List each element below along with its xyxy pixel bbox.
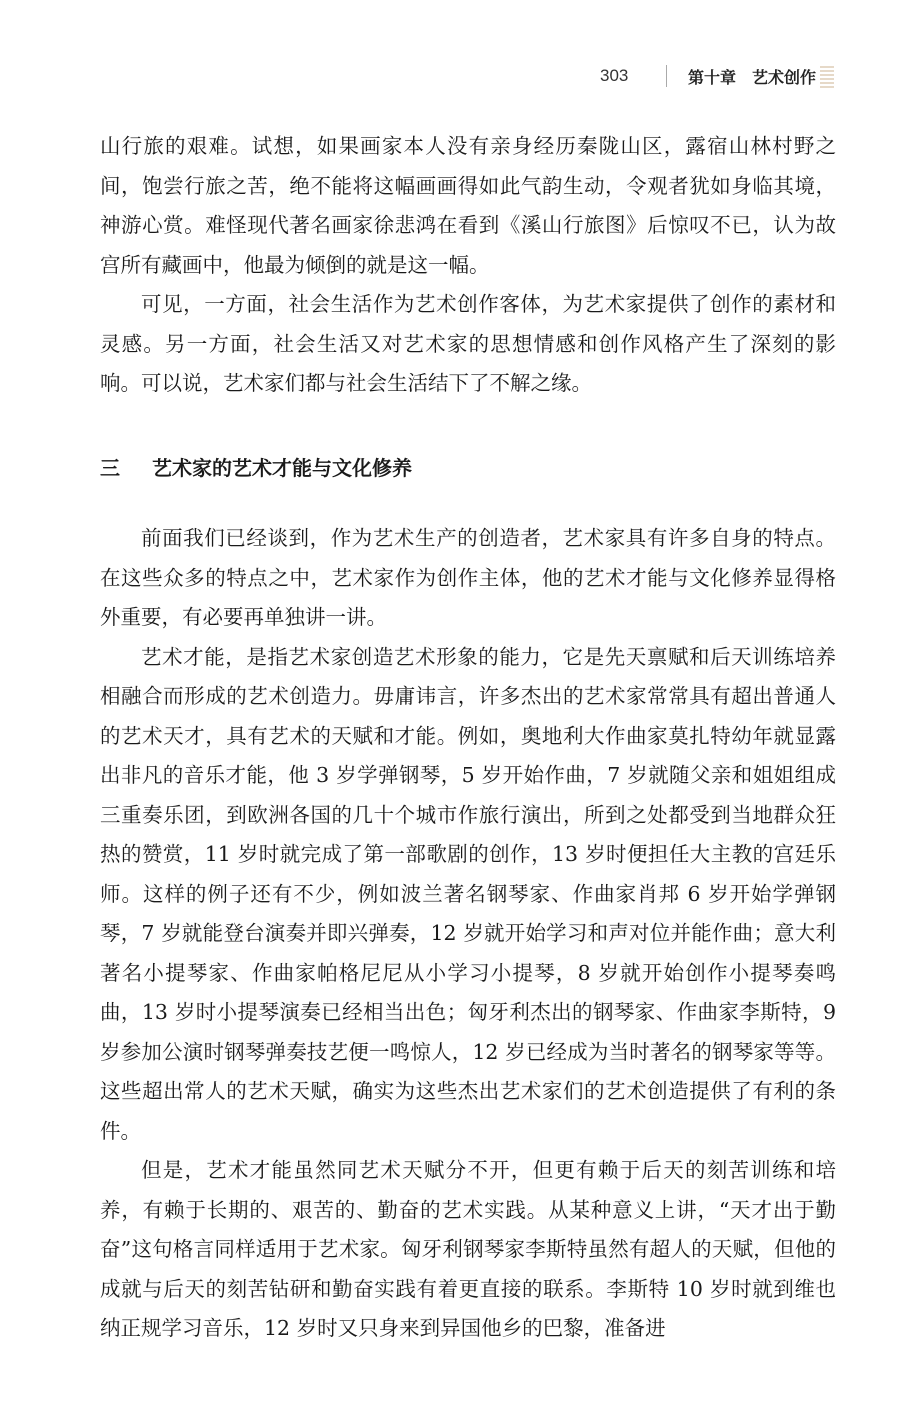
paragraph: 前面我们已经谈到，作为艺术生产的创造者，艺术家具有许多自身的特点。在这些众多的特点之中，艺术家作为创作主体，他的艺术才能与文化修养显得格外重要，有必要再单独讲一讲。 xyxy=(100,526,836,629)
paragraph: 山行旅的艰难。试想，如果画家本人没有亲身经历秦陇山区，露宿山林村野之间，饱尝行旅之苦，绝不能将这幅画画得如此气韵生动，令观者犹如身临其境，神游心赏。难怪现代著名画家徐悲鸿在看到《溪山行旅图》后惊叹不已，认为故宫所有藏画中，他最为倾倒的就是这一幅。 xyxy=(100,134,836,277)
paragraph: 但是，艺术才能虽然同艺术天赋分不开，但更有赖于后天的刻苦训练和培养，有赖于长期的、艰苦的、勤奋的艺术实践。从某种意义上讲，“天才出于勤奋”这句格言同样适用于艺术家。匈牙利钢琴家李斯特虽然有超人的天赋，但他的成就与后天的刻苦钻研和勤奋实践有着更直接的联系。李斯特 10 岁时就到维也纳正规学习音乐，12 岁时又只身来到异国他乡的巴黎，准备进 xyxy=(100,1158,836,1340)
chapter-heading xyxy=(688,65,816,88)
paragraph: 可见，一方面，社会生活作为艺术创作客体，为艺术家提供了创作的素材和灵感。另一方面，社会生活又对艺术家的思想情感和创作风格产生了深刻的影响。可以说，艺术家们都与社会生活结下了不解之缘。 xyxy=(100,292,836,395)
page-number: 303 xyxy=(600,66,629,85)
body-text-bottom xyxy=(100,519,836,1349)
header-ornament xyxy=(820,66,834,88)
body-text-top xyxy=(100,127,836,404)
header-divider xyxy=(666,65,667,87)
section-heading xyxy=(100,452,412,481)
paragraph: 艺术才能，是指艺术家创造艺术形象的能力，它是先天禀赋和后天训练培养相融合而形成的艺术创造力。毋庸讳言，许多杰出的艺术家常常具有超出普通人的艺术天才，具有艺术的天赋和才能。例如，奥地利大作曲家莫扎特幼年就显露出非凡的音乐才能，他 3 岁学弹钢琴，5 岁开始作曲，7 岁就随父亲和姐姐组成三重奏乐团，到欧洲各国的几十个城市作旅行演出，所到之处都受到当地群众狂热的赞赏，11 岁时就完成了第一部歌剧的创作，13 岁时便担任大主教的宫廷乐师。这样的例子还有不少，例如波兰著名钢琴家、作曲家肖邦 6 岁开始学弹钢琴，7 岁就能登台演奏并即兴弹奏，12 岁就开始学习和声对位并能作曲；意大利著名小提琴家、作曲家帕格尼尼从小学习小提琴，8 岁就开始创作小提琴奏鸣曲，13 岁时小提琴演奏已经相当出色；匈牙利杰出的钢琴家、作曲家李斯特，9 岁参加公演时钢琴弹奏技艺便一鸣惊人，12 岁已经成为当时著名的钢琴家等等。这些超出常人的艺术天赋，确实为这些杰出艺术家们的艺术创造提供了有利的条件。 xyxy=(100,644,836,1143)
running-header xyxy=(0,62,900,92)
section-number: 三 xyxy=(100,456,120,480)
section-title: 艺术家的艺术才能与文化修养 xyxy=(152,456,412,480)
chapter-number: 第十章 xyxy=(688,68,737,87)
chapter-title: 艺术创作 xyxy=(752,68,817,87)
